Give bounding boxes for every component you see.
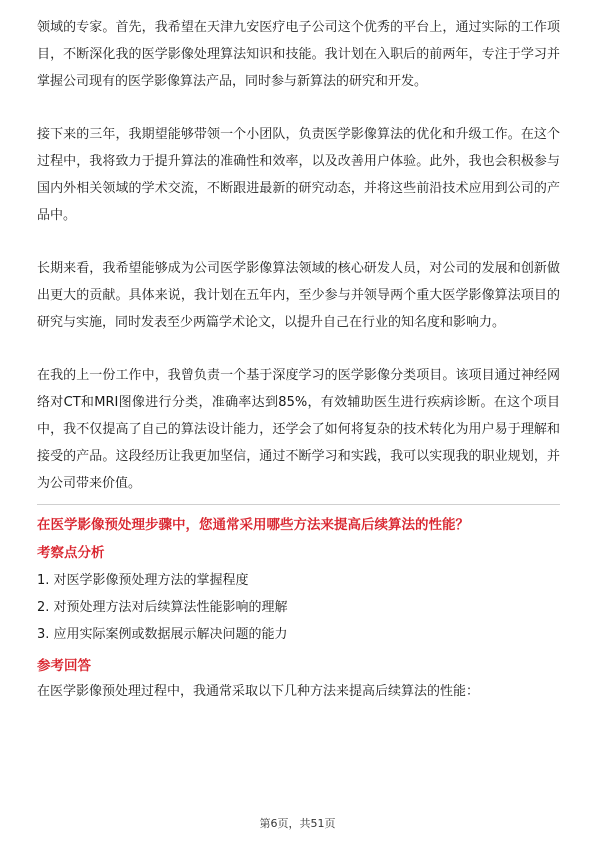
paragraph: 接下来的三年，我期望能够带领一个小团队，负责医学影像算法的优化和升级工作。在这个过程中，我将致力于提升算法的准确性和效率，以及改善用户体验。此外，我也会积极参与国内外相关领域的学术交流，不断跟进最新的研究动态，并将这些前沿技术应用到公司的产品中。 <box>37 127 560 223</box>
analysis-heading: 考察点分析 <box>37 545 105 561</box>
section-divider <box>37 504 560 505</box>
analysis-list <box>37 567 560 648</box>
list-item: 3. 应用实际案例或数据展示解决问题的能力 <box>37 627 288 642</box>
list-item: 1. 对医学影像预处理方法的掌握程度 <box>37 573 249 588</box>
paragraph: 领域的专家。首先，我希望在天津九安医疗电子公司这个优秀的平台上，通过实际的工作项目，不断深化我的医学影像处理算法知识和技能。我计划在入职后的前两年，专注于学习并掌握公司现有的医学影像算法产品，同时参与新算法的研究和开发。 <box>37 20 560 89</box>
document-page <box>37 14 560 705</box>
list-item: 2. 对预处理方法对后续算法性能影响的理解 <box>37 600 288 615</box>
paragraph: 在我的上一份工作中，我曾负责一个基于深度学习的医学影像分类项目。该项目通过神经网络对CT和MRI图像进行分类，准确率达到85%，有效辅助医生进行疾病诊断。在这个项目中，我不仅提高了自己的算法设计能力，还学会了如何将复杂的技术转化为用户易于理解和接受的产品。这段经历让我更加坚信，通过不断学习和实践，我可以实现我的职业规划，并为公司带来价值。 <box>37 368 560 491</box>
answer-heading: 参考回答 <box>37 658 91 674</box>
answer-text: 在医学影像预处理过程中，我通常采取以下几种方法来提高后续算法的性能： <box>37 684 480 699</box>
body-text <box>37 14 560 497</box>
question-heading: 在医学影像预处理步骤中，您通常采用哪些方法来提高后续算法的性能？ <box>37 517 469 533</box>
paragraph: 长期来看，我希望能够成为公司医学影像算法领域的核心研发人员，对公司的发展和创新做出更大的贡献。具体来说，我计划在五年内，至少参与并领导两个重大医学影像算法项目的研究与实施，同时发表至少两篇学术论文，以提升自己在行业的知名度和影响力。 <box>37 261 560 330</box>
page-number: 第6页，共51页 <box>259 817 336 830</box>
